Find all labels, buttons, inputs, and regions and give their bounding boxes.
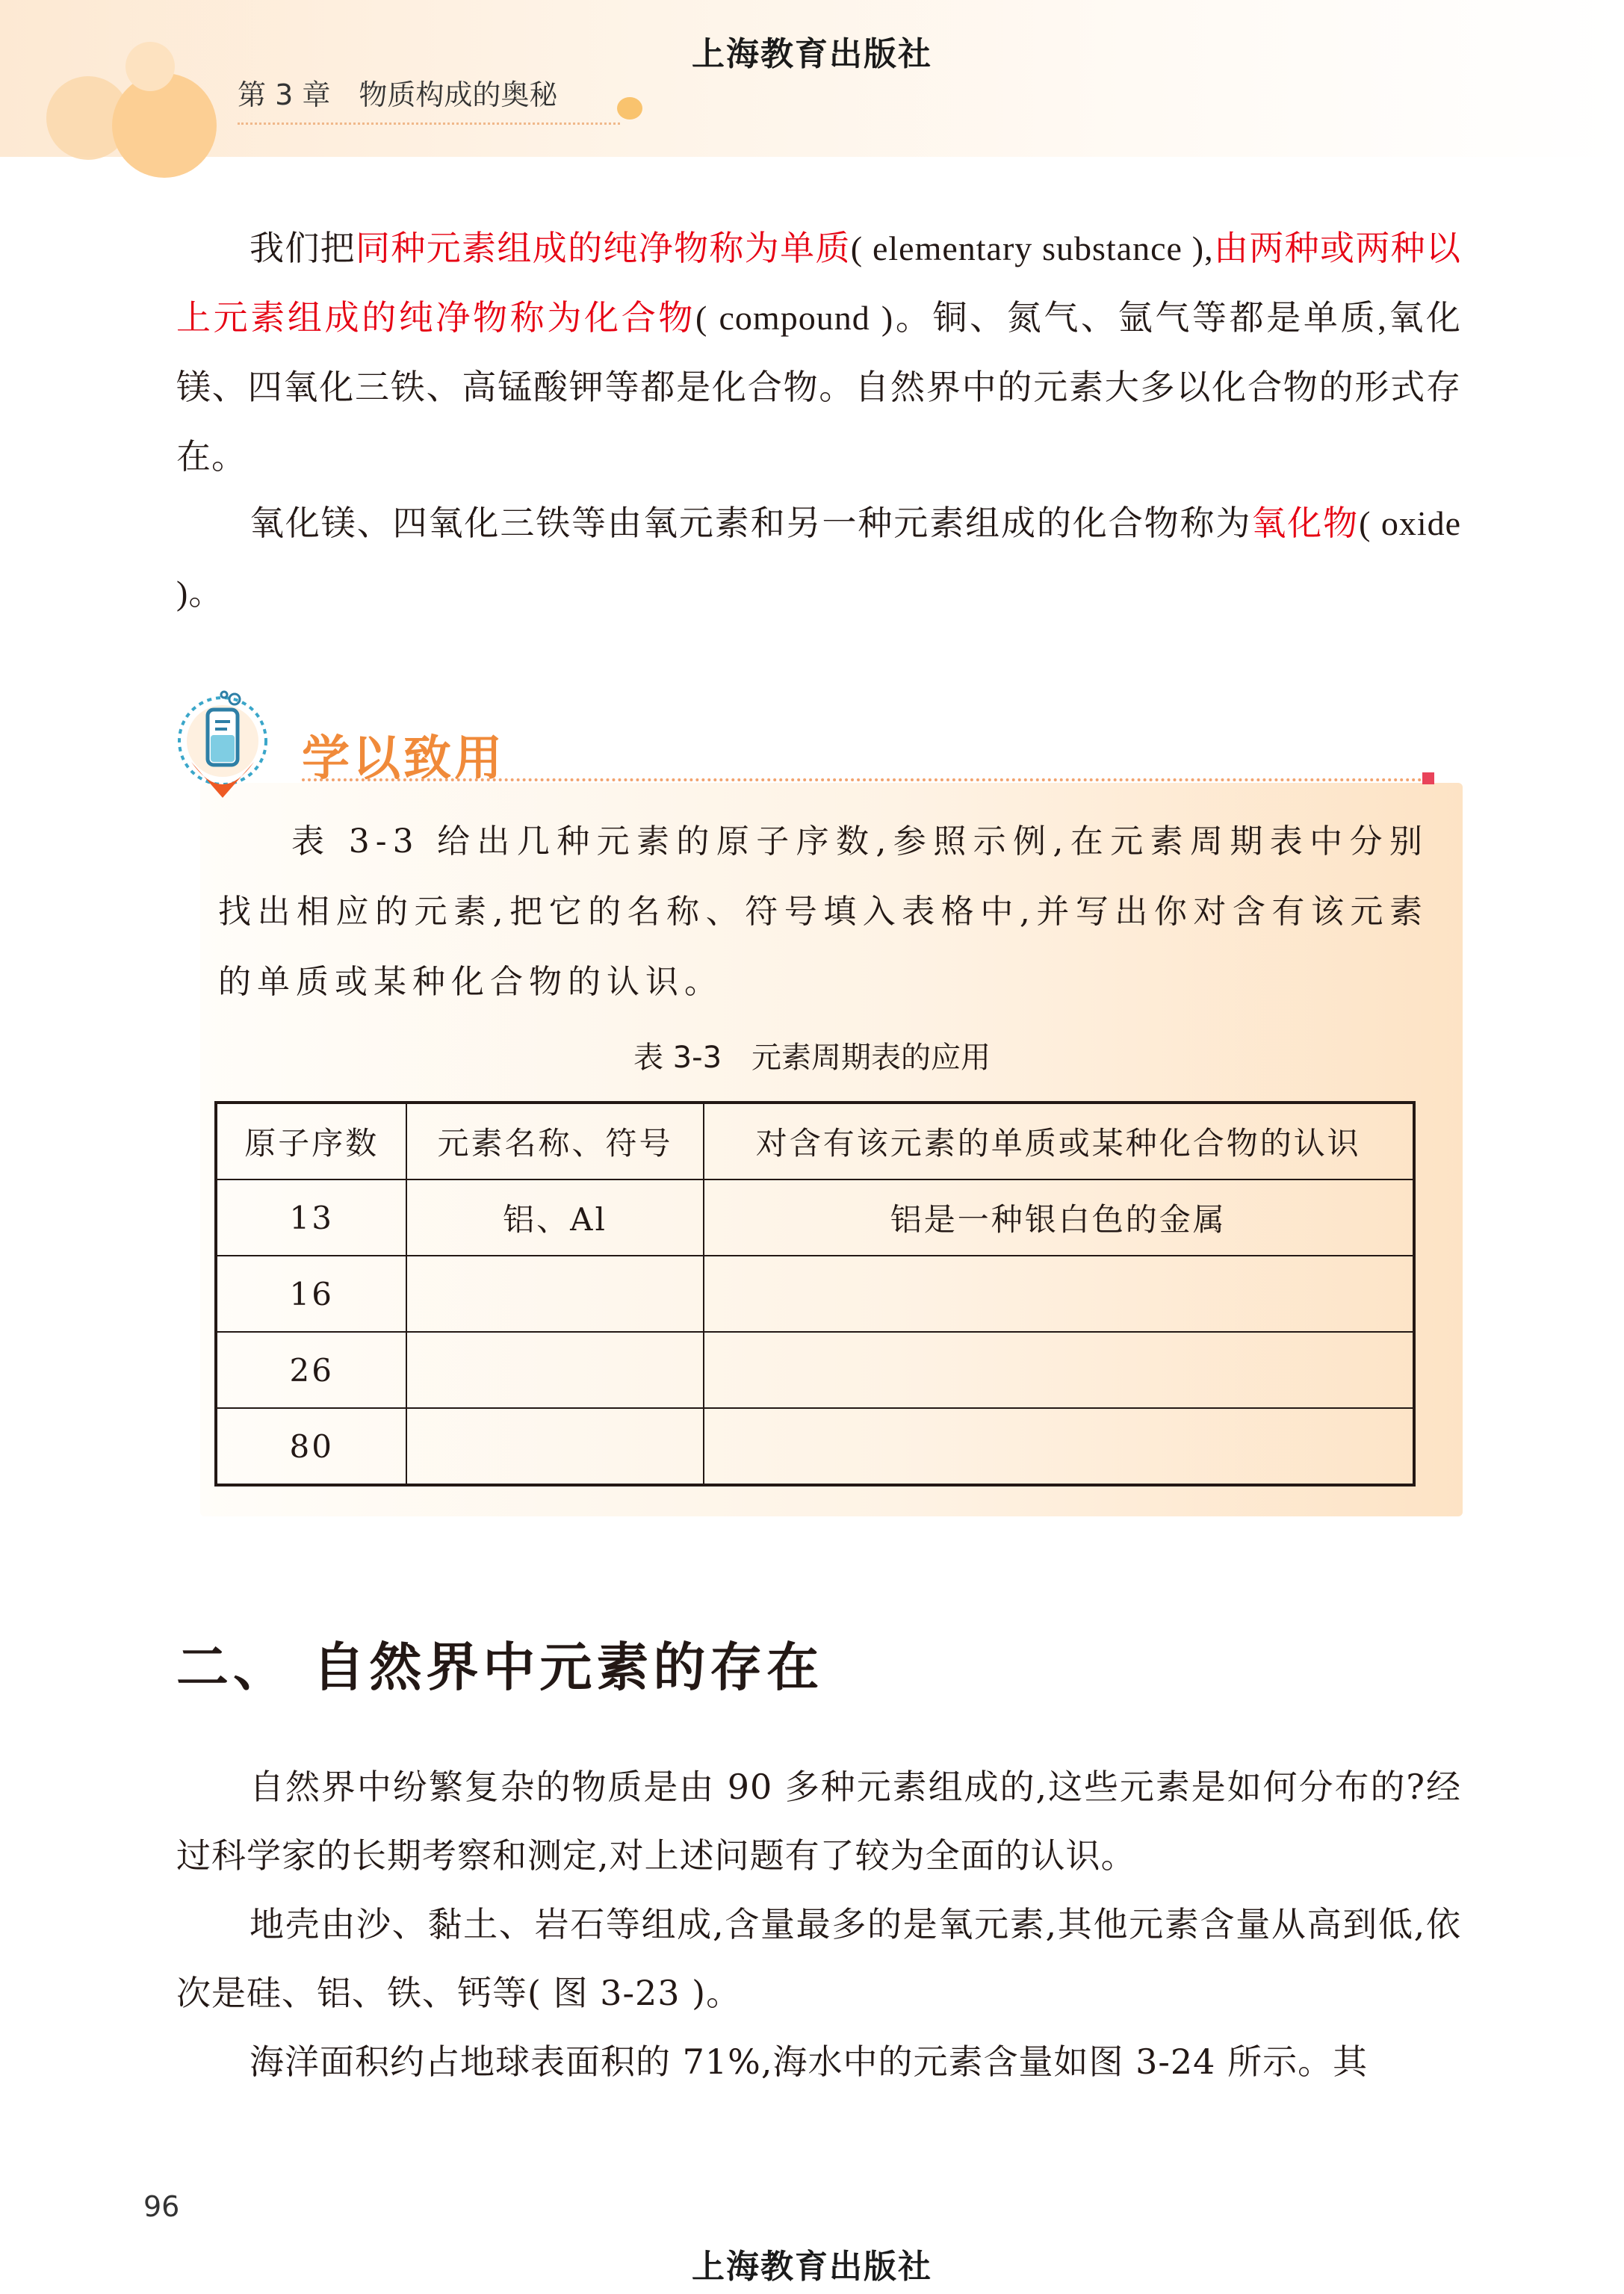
activity-title: 学以致用 (302, 731, 505, 787)
paragraph-text: ( compound )。铜、氮气、氩气等都是单质,氧化镁、四氧化三铁、高锰酸钾等都是化合物。自然界中的元素大多以化合物的形式存在。 (176, 299, 1461, 476)
activity-marker (1422, 772, 1434, 784)
element-name-cell: 铝、Al (406, 1179, 703, 1256)
knowledge-cell (704, 1332, 1414, 1408)
knowledge-cell (704, 1256, 1414, 1332)
section-title: 二、 自然界中元素的存在 (176, 1637, 824, 1698)
atomic-number-cell: 26 (216, 1332, 406, 1408)
paragraph: 海洋面积约占地球表面积的 71%,海水中的元素含量如图 3-24 所示。其 (250, 2042, 1369, 2082)
definition-highlight: 氧化物 (1251, 503, 1360, 543)
element-table (214, 1101, 1416, 1487)
footer-publisher: 上海教育出版社 (692, 2248, 932, 2286)
table-caption: 表 3-3 元素周期表的应用 (633, 1041, 991, 1075)
paragraph-text: 氧化镁、四氧化三铁等由氧元素和另一种元素组成的化合物称为 (250, 503, 1252, 543)
element-name-cell (406, 1408, 703, 1485)
knowledge-cell (704, 1408, 1414, 1485)
atomic-number-cell: 16 (216, 1256, 406, 1332)
definition-highlight: 同种元素组成的纯净物称为单质 (356, 228, 851, 268)
header-divider (238, 123, 620, 125)
atomic-number-cell: 13 (216, 1179, 406, 1256)
table-header: 原子序数 (216, 1103, 406, 1179)
page-number: 96 (143, 2190, 180, 2223)
publisher-name: 上海教育出版社 (692, 35, 932, 73)
paragraph-text: ( elementary substance ), (850, 229, 1214, 267)
element-name-cell (406, 1256, 703, 1332)
table-header: 对含有该元素的单质或某种化合物的认识 (704, 1103, 1414, 1179)
table-row (216, 1332, 1414, 1408)
activity-instruction: 表 3-3 给出几种元素的原子序数,参照示例,在元素周期表中分别找出相应的元素,把它的名称、符号填入表格中,并写出你对含有该元素的单质或某种化合物的认识。 (218, 822, 1428, 1001)
chapter-title: 第 3 章 物质构成的奥秘 (238, 78, 558, 111)
element-name-cell (406, 1332, 703, 1408)
atomic-number-cell: 80 (216, 1408, 406, 1485)
paragraph: 地壳由沙、黏土、岩石等组成,含量最多的是氧元素,其他元素含量从高到低,依次是硅、铝、铁、钙等( 图 3-23 )。 (176, 1904, 1461, 2013)
table-row (216, 1179, 1414, 1256)
paragraph (176, 489, 1461, 627)
paragraph-text: ( oxide )。 (176, 504, 1462, 612)
table-row (216, 1256, 1414, 1332)
header-decoration (112, 73, 217, 178)
definition-highlight: 由两种或两种以上元素组成的纯净物称为化合物 (176, 228, 1462, 338)
header-decoration (617, 97, 642, 120)
table-header: 元素名称、符号 (406, 1103, 703, 1179)
table-header-row (216, 1103, 1414, 1179)
knowledge-cell: 铝是一种银白色的金属 (704, 1179, 1414, 1256)
activity-divider (302, 778, 1422, 781)
flask-icon (175, 687, 270, 799)
paragraph: 自然界中纷繁复杂的物质是由 90 多种元素组成的,这些元素是如何分布的?经过科学家的长期考察和测定,对上述问题有了较为全面的认识。 (176, 1767, 1461, 1876)
paragraph (176, 214, 1461, 492)
paragraph-text: 我们把 (250, 228, 356, 268)
table-row (216, 1408, 1414, 1485)
